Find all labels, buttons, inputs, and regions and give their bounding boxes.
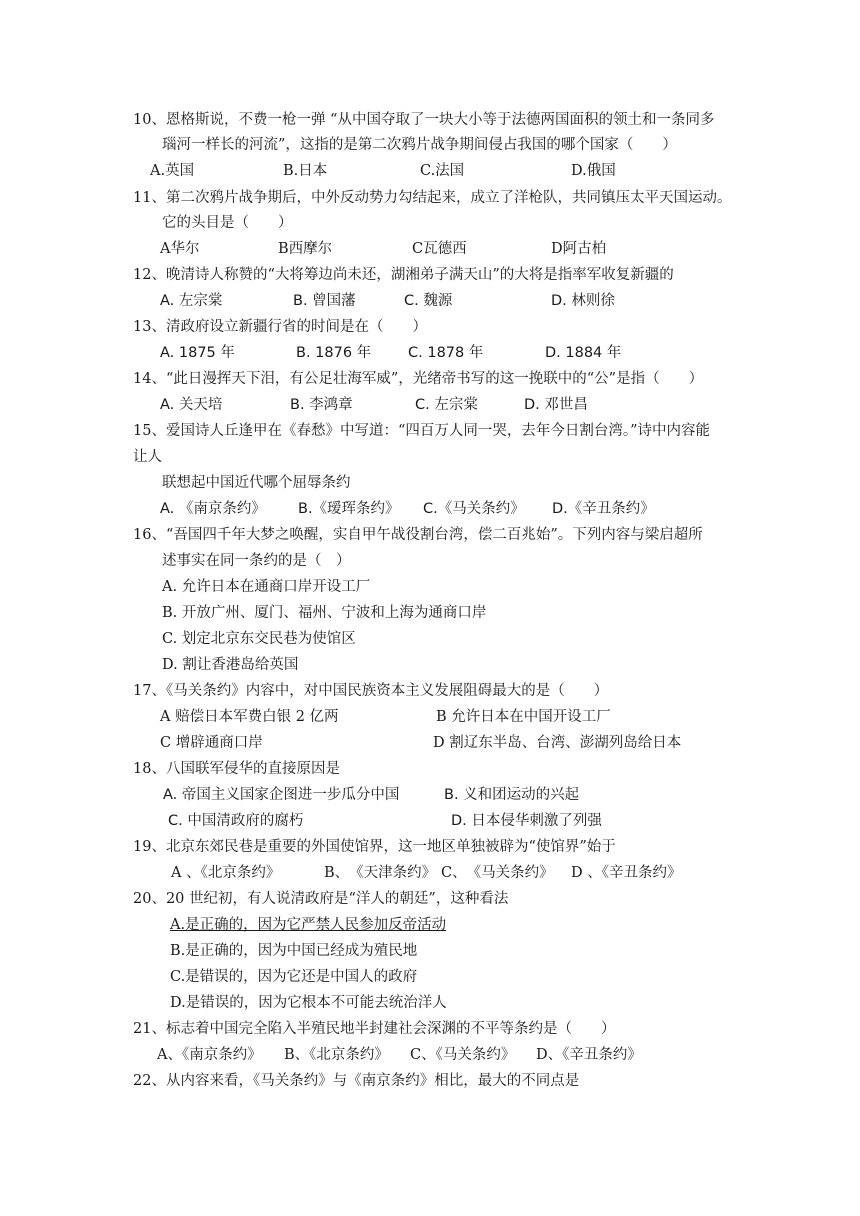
question-11-option-b: B西摩尔 <box>278 241 333 257</box>
question-16-option-d: D. 割让香港岛给英国 <box>162 657 299 673</box>
question-17-option-a: A 赔偿日本军费白银 2 亿两 <box>160 709 339 725</box>
question-16-option-a: A. 允许日本在通商口岸开设工厂 <box>162 579 371 595</box>
question-15-line-2: 让人 <box>133 449 162 465</box>
question-13-option-a: A. 1875 年 <box>160 345 235 361</box>
question-15-option-b: B.《瑷珲条约》 <box>298 501 400 517</box>
question-12-option-c: C. 魏源 <box>404 293 453 309</box>
question-10-option-c: C.法国 <box>420 163 465 179</box>
question-17-option-c: C 增辟通商口岸 <box>160 735 263 751</box>
question-17-option-d: D 割辽东半岛、台湾、澎湖列岛给日本 <box>433 735 682 751</box>
question-13-line-1: 13、清政府设立新疆行省的时间是在（ ） <box>133 319 427 335</box>
question-10-line-1: 10、恩格斯说，不费一枪一弹 “从中国夺取了一块大小等于法德两国面积的领土和一条同多 <box>133 112 715 128</box>
question-16-line-1: 16、“吾国四千年大梦之唤醒，实自甲午战役割台湾，偿二百兆始”。下列内容与梁启超所 <box>133 527 703 543</box>
question-10-line-2: 瑙河一样长的河流”，这指的是第二次鸦片战争期间侵占我国的哪个国家（ ） <box>162 137 677 153</box>
question-19-line-1: 19、北京东郊民巷是重要的外国使馆界，这一地区单独被辟为“使馆界”始于 <box>133 839 616 855</box>
question-14-option-b: B. 李鸿章 <box>290 397 353 413</box>
question-19-option-a: A 、《北京条约》 <box>171 865 281 881</box>
question-16-option-b: B. 开放广州、厦门、福州、宁波和上海为通商口岸 <box>162 605 487 621</box>
question-21-line-1: 21、标志着中国完全陷入半殖民地半封建社会深渊的不平等条约是（ ） <box>133 1021 616 1037</box>
question-13-option-d: D. 1884 年 <box>545 345 622 361</box>
question-20-option-b: B.是正确的，因为中国已经成为殖民地 <box>170 943 418 959</box>
question-13-option-c: C. 1878 年 <box>408 345 484 361</box>
question-17-line-1: 17、《马关条约》内容中，对中国民族资本主义发展阻碍最大的是（ ） <box>133 683 609 699</box>
question-16-line-2: 述事实在同一条约的是（ ） <box>162 553 351 569</box>
question-19-option-b: B、 《天津条约》 <box>324 865 437 881</box>
question-18-line-1: 18、八国联军侵华的直接原因是 <box>133 761 340 777</box>
question-11-option-a: A华尔 <box>160 241 200 257</box>
question-21-option-d: D、《辛丑条约》 <box>536 1047 642 1063</box>
question-22-line-1: 22、从内容来看，《马关条约》与《南京条约》相比，最大的不同点是 <box>133 1073 580 1089</box>
question-21-option-b: B、《北京条约》 <box>284 1047 389 1063</box>
question-10-option-d: D.俄国 <box>571 163 616 179</box>
question-15-option-c: C.《马关条约》 <box>423 501 525 517</box>
question-19-option-c: C、 《马关条约》 <box>441 865 554 881</box>
question-19-option-d: D 、《辛丑条约》 <box>571 865 682 881</box>
question-21-option-a: A、《南京条约》 <box>157 1047 262 1063</box>
question-20-option-a: A.是正确的，因为它严禁人民参加反帝活动 <box>170 917 447 933</box>
question-18-option-d: D. 日本侵华刺激了列强 <box>451 813 602 829</box>
question-15-line-3: 联想起中国近代哪个屈辱条约 <box>162 475 351 491</box>
question-14-option-c: C. 左宗棠 <box>415 397 478 413</box>
question-14-option-a: A. 关天培 <box>160 397 223 413</box>
question-11-line-1: 11、第二次鸦片战争期后，中外反动势力勾结起来，成立了洋枪队，共同镇压太平天国运动。 <box>133 190 732 206</box>
question-12-option-a: A. 左宗棠 <box>160 293 223 309</box>
question-15-option-d: D.《辛丑条约》 <box>552 501 655 517</box>
question-20-option-d: D.是错误的，因为它根本不可能去统治洋人 <box>170 995 447 1011</box>
question-18-option-a: A. 帝国主义国家企图进一步瓜分中国 <box>163 787 400 803</box>
question-11-option-d: D阿古柏 <box>551 241 607 257</box>
question-12-line-1: 12、晚清诗人称赞的“大将筹边尚未还，湖湘弟子满天山”的大将是指率军收复新疆的 <box>133 267 674 283</box>
question-14-line-1: 14、“此日漫挥天下泪，有公足壮海军威”，光绪帝书写的这一挽联中的“公”是指（ ） <box>133 371 704 387</box>
question-18-option-c: C. 中国清政府的腐朽 <box>168 813 304 829</box>
question-16-option-c: C. 划定北京东交民巷为使馆区 <box>162 631 356 647</box>
question-14-option-d: D. 邓世昌 <box>524 397 588 413</box>
question-15-option-a: A. 《南京条约》 <box>160 501 266 517</box>
question-20-line-1: 20、20 世纪初，有人说清政府是“洋人的朝廷”，这种看法 <box>133 891 509 907</box>
question-12-option-d: D. 林则徐 <box>551 293 615 309</box>
question-20-option-c: C.是错误的，因为它还是中国人的政府 <box>170 969 418 985</box>
question-13-option-b: B. 1876 年 <box>296 345 372 361</box>
question-12-option-b: B. 曾国藩 <box>293 293 356 309</box>
question-17-option-b: B 允许日本在中国开设工厂 <box>436 709 611 725</box>
question-11-line-2: 它的头目是（ ） <box>162 215 293 231</box>
question-10-option-b: B.日本 <box>283 163 328 179</box>
question-18-option-b: B. 义和团运动的兴起 <box>444 787 580 803</box>
question-11-option-c: C瓦德西 <box>412 241 467 257</box>
question-15-line-1: 15、爱国诗人丘逢甲在《春愁》中写道：“四百万人同一哭，去年今日割台湾。”诗中内容能 <box>133 423 711 439</box>
question-21-option-c: C、《马关条约》 <box>410 1047 516 1063</box>
question-10-option-a: A.英国 <box>150 163 195 179</box>
